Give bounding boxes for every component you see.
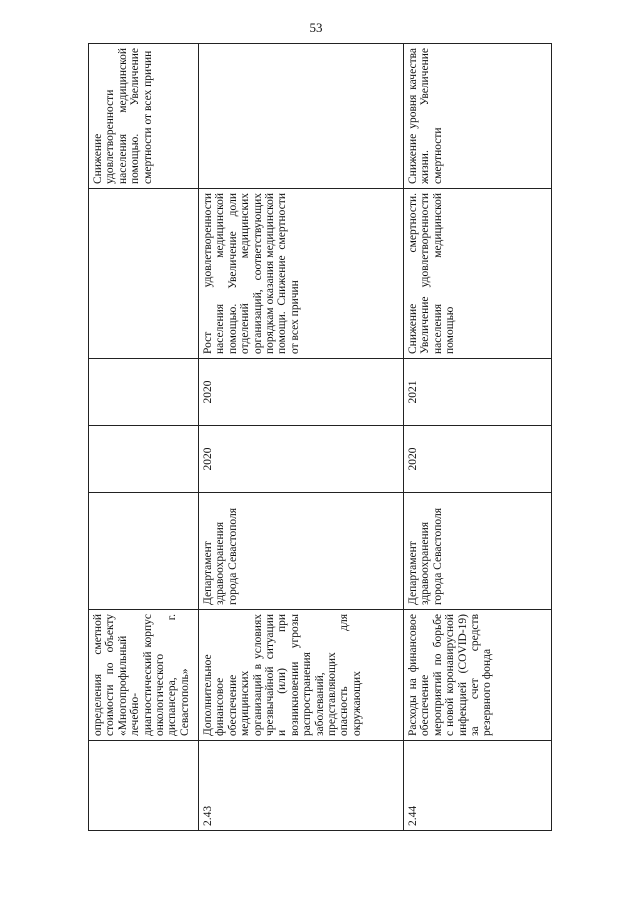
cell-direct-result: Рост удовлетворенности населения медицинской помощью. Увеличение доли отделений медицинских организаций, соответствующих порядкам оказания медицинской помощи. Снижение смертности от всех причин: [199, 189, 404, 359]
table-row: [404, 44, 552, 831]
cell-start: [89, 426, 199, 493]
cell-direct-result: Снижение смертности. Увеличение удовлетворенности населения медицинской помощью: [404, 189, 552, 359]
measures-table: [88, 43, 552, 831]
cell-outcome: [199, 44, 404, 189]
cell-name: определения сметной стоимости по объекту «Многопрофильный лечебно-диагностический корпус онкологического диспансера, г. Севастополь»: [89, 610, 199, 741]
cell-outcome: Снижение удовлетворенности населения медицинской помощью. Увеличение смертности от всех причин: [89, 44, 199, 189]
cell-executor: Департамент здравоохранения города Севастополя: [199, 493, 404, 610]
rotated-table-frame: [88, 44, 551, 831]
cell-name: Расходы на финансовое обеспечение мероприятий по борьбе с новой коронавирусной инфекцией (COVID-19) за счет средств резервного фонда: [404, 610, 552, 741]
cell-start: 2020: [199, 426, 404, 493]
cell-name: Дополнительное финансовое обеспечение медицинских организаций в условиях чрезвычайной ситуации и (или) при возникновении угрозы распространения заболеваний, представляющих опасность для окружающих: [199, 610, 404, 741]
cell-end: 2020: [199, 359, 404, 426]
cell-num: 2.43: [199, 741, 404, 831]
cell-direct-result: [89, 189, 199, 359]
cell-num: 2.44: [404, 741, 552, 831]
cell-executor: Департамент здравоохранения города Севастополя: [404, 493, 552, 610]
cell-num: [89, 741, 199, 831]
page-number: 53: [309, 20, 323, 35]
cell-start: 2020: [404, 426, 552, 493]
table-row: [89, 44, 199, 831]
cell-end: [89, 359, 199, 426]
cell-outcome: Снижение уровня качества жизни. Увеличение смертности: [404, 44, 552, 189]
cell-end: 2021: [404, 359, 552, 426]
cell-executor: [89, 493, 199, 610]
table-row: [199, 44, 404, 831]
